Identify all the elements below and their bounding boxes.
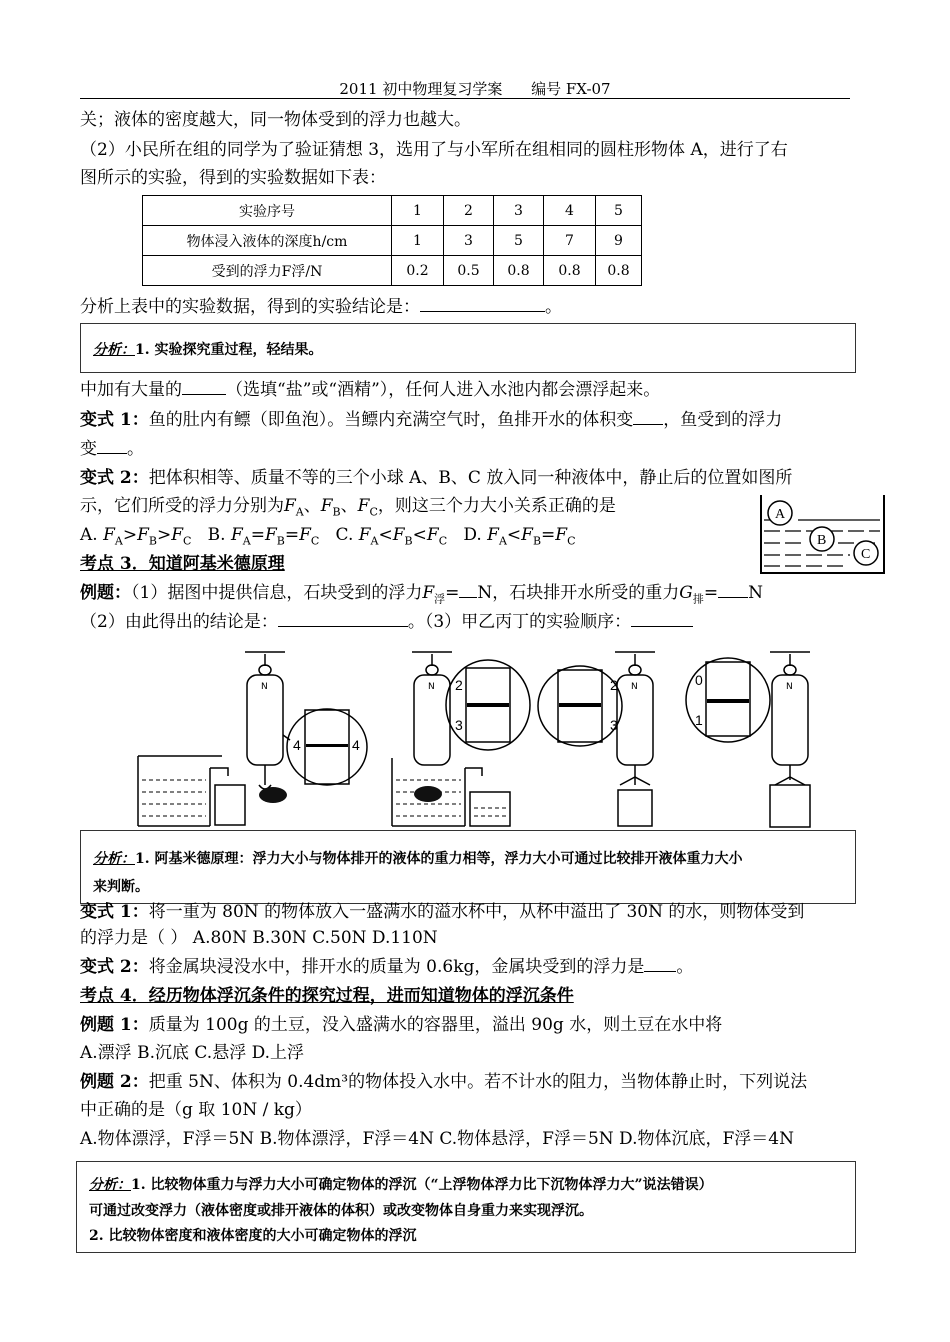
variant-label: 变式 1： xyxy=(80,410,149,430)
scale-reading: 4 xyxy=(352,737,360,753)
scale-reading: 0 xyxy=(695,672,703,688)
stone xyxy=(259,787,287,803)
table-cell: 0.2 xyxy=(392,256,444,286)
text-segment: 质量为 100g 的土豆，没入盛满水的容器里，溢出 90g 水，则土豆在水中将 xyxy=(148,1015,723,1035)
ball-label: A xyxy=(775,507,786,522)
analysis-text: 2. 比较物体密度和液体密度的大小可确定物体的浮沉 xyxy=(89,1228,417,1244)
header-code: 编号 FX-07 xyxy=(531,80,611,98)
header-title: 2011 初中物理复习学案 xyxy=(339,80,503,98)
example-4-1-options: A.漂浮 B.沉底 C.悬浮 D.上浮 xyxy=(80,1043,305,1063)
experiment-table xyxy=(142,195,642,286)
text-segment: 中加有大量的 xyxy=(80,380,182,400)
balls-in-liquid-figure xyxy=(758,493,890,579)
example-3: 例题：（1）据图中提供信息，石块受到的浮力$F_浮= N$，石块排开水所受的重力$G_排= N$ xyxy=(80,583,763,606)
variant-label: 变式 2： xyxy=(80,468,149,488)
text-segment: 示，它们所受的浮力分别为 xyxy=(80,496,284,516)
variant-2-line2: 示，它们所受的浮力分别为$F_A$、$F_B$、$F_C$，则这三个力大小关系正确的是 xyxy=(80,496,616,519)
text-segment: （1）据图中提供信息，石块受到的浮力 xyxy=(131,583,423,603)
variant-1 xyxy=(80,408,782,432)
example-label: 例题 1： xyxy=(80,1015,149,1035)
subscript: 排 xyxy=(692,592,704,606)
answer-blank[interactable] xyxy=(97,437,127,454)
answer-blank[interactable] xyxy=(631,610,693,627)
answer-blank[interactable] xyxy=(278,610,408,627)
text-line-4 xyxy=(80,295,562,319)
archimedes-experiment-figure xyxy=(130,640,850,835)
scale-unit-mark: N xyxy=(261,682,268,692)
analysis-text: 1. 阿基米德原理：浮力大小与物体排开的液体的重力相等，浮力大小可通过比较排开液体重力大小 xyxy=(135,851,743,867)
variant-4 xyxy=(80,955,693,979)
text-segment: ，则这三个力大小关系正确的是 xyxy=(377,496,616,516)
table-cell: 0.8 xyxy=(544,256,596,286)
table-cell: 2 xyxy=(444,196,494,226)
text-segment: 将一重为 80N 的物体放入一盛满水的溢水杯中，从杯中溢出了 30N 的水，则物体受到 xyxy=(148,902,805,922)
table-row xyxy=(143,226,642,256)
scale-reading: 1 xyxy=(695,712,703,728)
ball-label: C xyxy=(861,547,871,562)
example-4-2 xyxy=(80,1070,807,1094)
table-cell: 5 xyxy=(596,196,642,226)
text-segment: 鱼的肚内有鳔（即鱼泡）。当鳔内充满空气时，鱼排开水的体积变 xyxy=(148,410,634,430)
answer-blank[interactable] xyxy=(459,581,477,598)
text-segment: 。（3）甲乙丙丁的实验顺序： xyxy=(407,612,632,632)
table-cell: 1 xyxy=(392,196,444,226)
text-segment: （2）由此得出的结论是： xyxy=(80,612,278,632)
scale-unit-mark: N xyxy=(428,682,435,692)
analysis-box-1 xyxy=(80,323,856,373)
section-heading-3: 考点 3．知道阿基米德原理 xyxy=(80,554,285,574)
scale-reading: 2 xyxy=(610,677,618,693)
example-label: 例题： xyxy=(80,583,131,603)
table-cell: 0.8 xyxy=(494,256,544,286)
table-cell: 3 xyxy=(494,196,544,226)
answer-blank[interactable] xyxy=(633,408,663,425)
analysis-label: 分析： xyxy=(93,342,135,358)
analysis-label: 分析： xyxy=(89,1177,131,1193)
text-line-5 xyxy=(80,378,660,402)
text-segment: ，鱼受到的浮力 xyxy=(663,410,783,430)
variant-3-line2: 的浮力是（ ） A.80N B.30N C.50N D.110N xyxy=(80,928,438,948)
ball-label: B xyxy=(817,533,827,548)
table-row xyxy=(143,196,642,226)
table-cell: 9 xyxy=(596,226,642,256)
analysis-text: 可通过改变浮力（液体密度或排开液体的体积）或改变物体自身重力来实现浮沉。 xyxy=(89,1203,593,1219)
analysis-box-2 xyxy=(80,830,856,904)
table-row xyxy=(143,256,642,286)
subscript: 浮 xyxy=(434,592,446,606)
answer-blank[interactable] xyxy=(718,581,748,598)
variant-label: 变式 1： xyxy=(80,902,149,922)
text-line-2: （2）小民所在组的同学为了验证猜想 3，选用了与小军所在组相同的圆柱形物体 A，进行了右 xyxy=(80,140,788,160)
text-segment: 变 xyxy=(80,439,97,459)
example-4-2-line2: 中正确的是（g 取 10N / kg） xyxy=(80,1100,312,1120)
period: 。 xyxy=(545,297,562,317)
example-3-line2 xyxy=(80,610,693,634)
text-segment: 。 xyxy=(676,957,694,977)
variant-2 xyxy=(80,466,792,490)
text-segment: 把重 5N、体积为 0.4dm³的物体投入水中。若不计水的阻力，当物体静止时，下列说法 xyxy=(148,1072,808,1092)
scale-unit-mark: N xyxy=(786,682,793,692)
table-cell: 5 xyxy=(494,226,544,256)
scale-reading: 2 xyxy=(455,677,463,693)
variant-2-options: A. $F_A>F_B>F_C$ B. $F_A=F_B=F_C$ C. $F_A<F_B<F_C$ D. $F_A<F_B=F_C$ xyxy=(80,525,576,548)
table-cell: 物体浸入液体的深度h/cm xyxy=(143,226,392,256)
table-cell: 0.8 xyxy=(596,256,642,286)
text-segment: N xyxy=(748,583,763,603)
text-segment: （选填“盐”或“酒精”），任何人进入水池内都会漂浮起来。 xyxy=(226,380,661,400)
analysis-box-3 xyxy=(76,1161,856,1253)
example-4-2-options: A.物体漂浮，F浮＝5N B.物体漂浮，F浮＝4N C.物体悬浮，F浮＝5N D.物体沉底，F浮＝4N xyxy=(80,1129,794,1149)
scale-unit-mark: N xyxy=(631,682,638,692)
answer-blank[interactable] xyxy=(420,295,545,312)
table-cell: 4 xyxy=(544,196,596,226)
text-line-3: 图所示的实验，得到的实验数据如下表： xyxy=(80,168,386,188)
text-segment: N，石块排开水所受的重力 xyxy=(477,583,680,603)
analysis-text: 1. 实验探究重过程，轻结果。 xyxy=(135,342,323,358)
analysis-text: 1. 比较物体重力与浮力大小可确定物体的浮沉（“上浮物体浮力比下沉物体浮力大”说法错误） xyxy=(131,1177,713,1193)
table-cell: 受到的浮力F浮/N xyxy=(143,256,392,286)
scale-reading: 4 xyxy=(293,737,301,753)
table-cell: 1 xyxy=(392,226,444,256)
answer-blank[interactable] xyxy=(644,955,676,972)
variant-3 xyxy=(80,900,804,924)
example-4-1 xyxy=(80,1013,722,1037)
variant-label: 变式 2： xyxy=(80,957,149,977)
table-cell: 7 xyxy=(544,226,596,256)
text-segment: 。 xyxy=(127,439,144,459)
example-label: 例题 2： xyxy=(80,1072,149,1092)
text-segment: 将金属块浸没水中，排开水的质量为 0.6kg，金属块受到的浮力是 xyxy=(148,957,645,977)
text-segment: 把体积相等、质量不等的三个小球 A、B、C 放入同一种液体中，静止后的位置如图所 xyxy=(148,468,793,488)
table-cell: 实验序号 xyxy=(143,196,392,226)
conclusion-prompt: 分析上表中的实验数据，得到的实验结论是： xyxy=(80,297,420,317)
scale-reading: 3 xyxy=(610,717,618,733)
variant-1-cont xyxy=(80,437,144,461)
section-heading-4: 考点 4．经历物体浮沉条件的探究过程，进而知道物体的浮沉条件 xyxy=(80,986,574,1006)
header-rule xyxy=(80,98,850,99)
table-cell: 3 xyxy=(444,226,494,256)
analysis-text: 来判断。 xyxy=(93,879,149,895)
text-line-1: 关；液体的密度越大，同一物体受到的浮力也越大。 xyxy=(80,110,471,130)
page-header xyxy=(0,78,950,99)
scale-reading: 3 xyxy=(455,717,463,733)
stone xyxy=(414,786,442,802)
analysis-label: 分析： xyxy=(93,851,135,867)
table-cell: 0.5 xyxy=(444,256,494,286)
answer-blank[interactable] xyxy=(182,378,226,395)
